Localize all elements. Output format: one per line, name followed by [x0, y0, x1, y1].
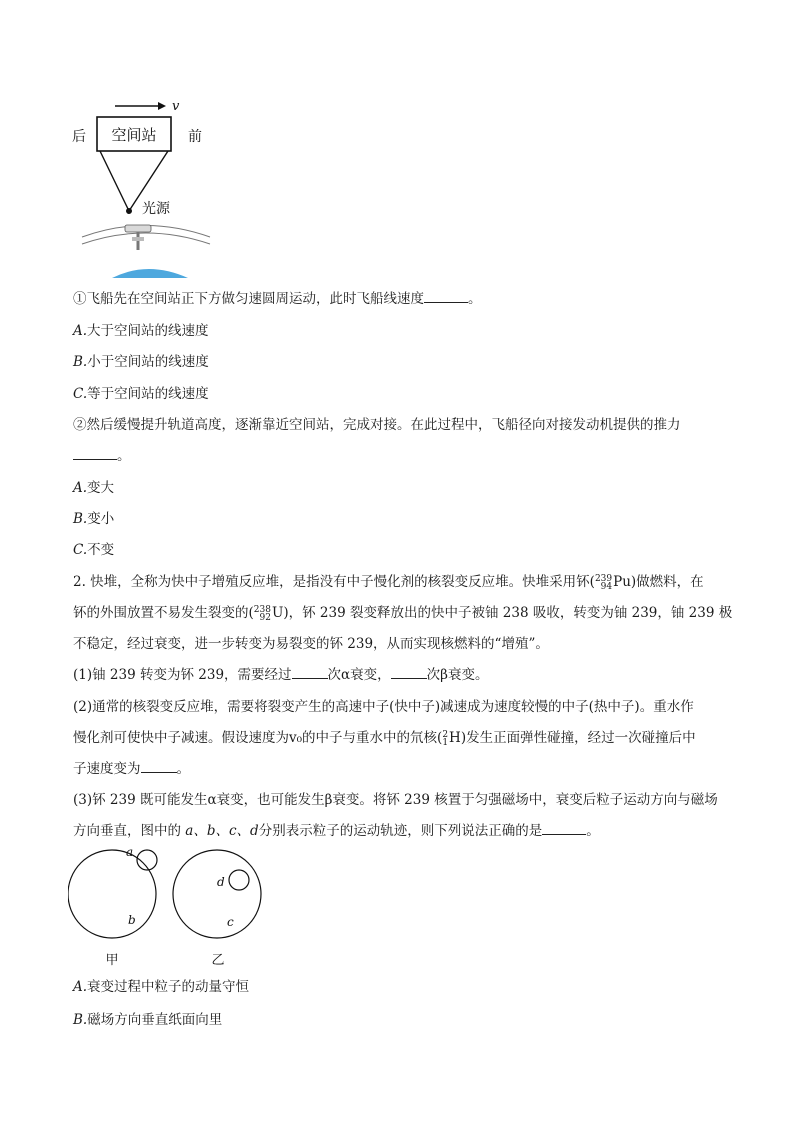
- light-source-label: 光源: [142, 201, 170, 217]
- option-item[interactable]: [73, 509, 734, 529]
- answer-blank[interactable]: [424, 289, 468, 303]
- label-b: b: [128, 913, 136, 927]
- q2-intro-line3: 不稳定，经过衰变，进一步转变为易裂变的钚 239，从而实现核燃料的“增殖”。: [73, 636, 549, 652]
- option-letter: B.: [73, 511, 88, 527]
- q1-sub2-stem-line1: ②然后缓慢提升轨道高度，逐渐靠近空间站，完成对接。在此过程中，飞船径向对接发动机提供的推力: [73, 417, 681, 433]
- q1-sub1-stem: [73, 289, 734, 309]
- option-letter: C.: [73, 386, 88, 402]
- q2-text: (1)铀 239 转变为钚 239，需要经过: [73, 667, 292, 683]
- q2-text: 2. 快堆，全称为快中子增殖反应堆，是指没有中子慢化剂的核裂变反应堆。快堆采用钚(: [73, 574, 595, 590]
- track-d-circle: [229, 870, 249, 890]
- figure-decay-tracks: [68, 842, 278, 970]
- q2-text: 。: [176, 761, 190, 777]
- front-label: 前: [188, 129, 202, 145]
- q2-text: 次β衰变。: [426, 667, 489, 683]
- label-a: a: [126, 845, 134, 859]
- orbit-arc-lower: [82, 233, 210, 244]
- mass-number: 238: [253, 604, 271, 615]
- option-letter: A.: [73, 480, 88, 496]
- q2-part1: [73, 665, 734, 685]
- label-d: d: [217, 875, 225, 889]
- caption-right: 乙: [211, 953, 225, 968]
- option-letter: B.: [73, 354, 88, 370]
- light-source-dot: [126, 208, 132, 214]
- earth-icon: [112, 269, 188, 278]
- q2-text: 子速度变为: [73, 761, 141, 777]
- atomic-number: 92: [259, 612, 271, 623]
- q1-sub2-stem-line2: [73, 446, 734, 466]
- option-letter: A.: [73, 979, 88, 995]
- q2-text: 。: [586, 823, 600, 839]
- q2-text: 方向垂直，图中的: [73, 823, 186, 839]
- q2-intro-line1: [73, 572, 734, 592]
- option-text: 小于空间站的线速度: [87, 354, 209, 370]
- nuclide-u: [254, 606, 271, 622]
- option-text: 衰变过程中粒子的动量守恒: [87, 979, 250, 995]
- option-text: 变小: [87, 511, 115, 527]
- velocity-label: v: [172, 99, 180, 114]
- q2-text: )发生正面弹性碰撞，经过一次碰撞后中: [460, 730, 696, 746]
- q2-part2-line2: [73, 728, 734, 748]
- track-c-circle: [173, 850, 261, 938]
- track-b-circle: [68, 850, 156, 938]
- option-letter: C.: [73, 542, 88, 558]
- element-symbol: U: [271, 605, 284, 621]
- caption-left: 甲: [105, 953, 119, 968]
- option-item[interactable]: [73, 321, 734, 341]
- q2-part2-line3: [73, 759, 734, 779]
- answer-blank[interactable]: [391, 665, 427, 679]
- q2-part3-line1: (3)钚 239 既可能发生α衰变，也可能发生β衰变。将钚 239 核置于匀强磁场中，衰变后粒子运动方向与磁场: [73, 792, 718, 808]
- q1-sub2-end: 。: [117, 448, 131, 464]
- q2-text: 次α衰变，: [327, 667, 391, 683]
- option-item[interactable]: [73, 540, 734, 560]
- nuclide-h: [442, 731, 448, 747]
- q1-sub1-text: ①飞船先在空间站正下方做匀速圆周运动，此时飞船线速度: [73, 291, 424, 307]
- q2-text: 钚的外围放置不易发生裂变的(: [73, 605, 254, 621]
- spacecraft-icon: [125, 225, 151, 232]
- back-label: 后: [72, 129, 86, 145]
- option-letter: A.: [73, 323, 88, 339]
- station-label: 空间站: [111, 126, 157, 144]
- q2-text: 慢化剂可使快中子减速。假设速度为v₀的中子与重水中的氘核(: [73, 730, 443, 746]
- q2-part2-line1: (2)通常的核裂变反应堆，需要将裂变产生的高速中子(快中子)减速成为速度较慢的中子(热中子)。重水作: [73, 699, 694, 715]
- option-text: 磁场方向垂直纸面向里: [87, 1012, 223, 1028]
- atomic-number: 1: [442, 737, 449, 748]
- figure-space-station: [70, 92, 220, 282]
- light-ray-back: [100, 151, 129, 211]
- answer-blank[interactable]: [542, 821, 586, 835]
- option-text: 变大: [87, 480, 115, 496]
- track-labels: a、b、c、d: [185, 823, 259, 839]
- arrowhead-icon: [158, 102, 166, 110]
- element-symbol: Pu: [613, 574, 631, 590]
- q2-text: )，钚 239 裂变释放出的快中子被铀 238 吸收，转变为铀 239，铀 239 极: [283, 605, 733, 621]
- mass-number: 239: [594, 573, 613, 584]
- answer-blank[interactable]: [292, 665, 328, 679]
- q2-part3-line2: [73, 821, 734, 841]
- answer-blank[interactable]: [73, 446, 117, 460]
- atomic-number: 94: [600, 581, 613, 592]
- option-text: 大于空间站的线速度: [87, 323, 209, 339]
- option-item[interactable]: [73, 977, 734, 997]
- spacecraft-panel: [132, 237, 144, 241]
- element-symbol: H: [449, 730, 461, 746]
- q2-text: 分别表示粒子的运动轨迹，则下列说法正确的是: [258, 823, 543, 839]
- q2-text: )做燃料，在: [630, 574, 704, 590]
- nuclide-pu: [595, 575, 612, 591]
- option-item[interactable]: [73, 384, 734, 404]
- option-item[interactable]: [73, 352, 734, 372]
- option-item[interactable]: [73, 1010, 734, 1030]
- option-letter: B.: [73, 1012, 88, 1028]
- q2-intro-line2: [73, 603, 734, 623]
- option-text: 不变: [87, 542, 115, 558]
- option-text: 等于空间站的线速度: [87, 386, 209, 402]
- option-item[interactable]: [73, 478, 734, 498]
- answer-blank[interactable]: [141, 759, 177, 773]
- q1-sub1-end: 。: [468, 291, 482, 307]
- mass-number: 2: [442, 729, 449, 740]
- label-c: c: [227, 915, 234, 929]
